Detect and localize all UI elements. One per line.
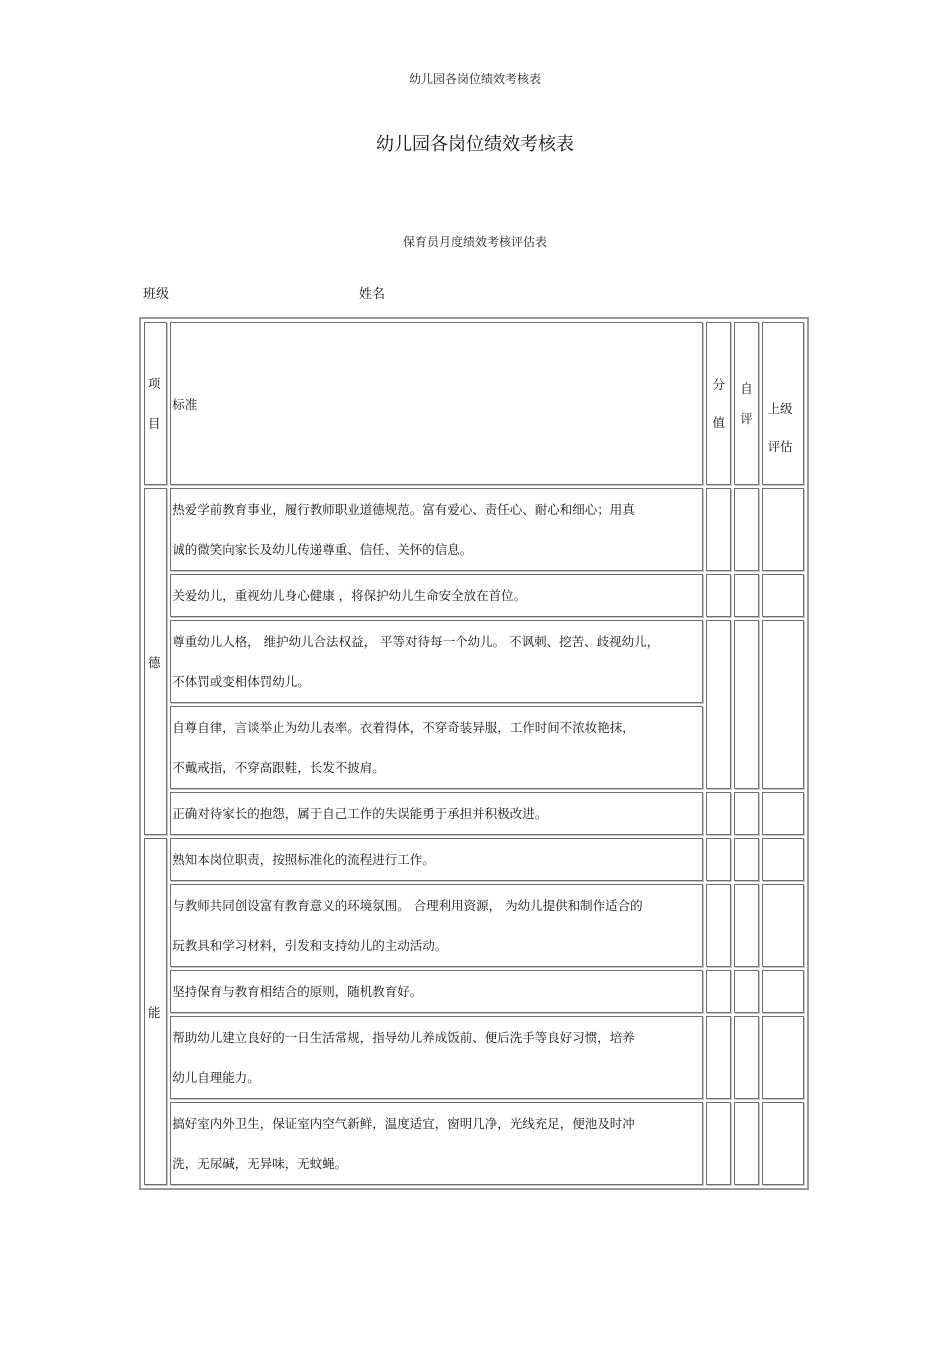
header-standard-label: 标准 [172,396,198,412]
standard-line: 热爱学前教育事业，履行教师职业道德规范。富有爱心、责任心、耐心和细心；用真 [172,501,635,517]
standard-cell [170,488,703,571]
standard-line: 帮助幼儿建立良好的一日生活常规，指导幼儿养成饭前、便后洗手等良好习惯，培养 [172,1029,635,1045]
superior-eval-cell[interactable] [762,884,804,967]
class-label: 班级 [143,287,170,302]
header-item-char-2: 目 [148,415,161,431]
self-eval-cell[interactable] [734,620,758,789]
standard-line: 不戴戒指，不穿高跟鞋，长发不披肩。 [172,759,385,775]
score-cell[interactable] [706,1102,731,1185]
table-row [144,706,804,789]
header-self-char-2: 评 [740,410,753,426]
standard-line: 与教师共同创设富有教育意义的环境氛围。 合理利用资源， 为幼儿提供和制作适合的 [172,897,643,913]
table-row [144,1016,804,1099]
header-self-char-1: 自 [740,380,753,396]
header-superior-line-2: 评估 [767,438,793,454]
standard-line: 自尊自律，言谈举止为幼儿表率。衣着得体，不穿奇装异服，工作时间不浓妆艳抹， [172,719,635,735]
table-row [144,792,804,835]
category-cell-neng: 能 [144,838,167,1185]
name-label: 姓名 [359,287,386,302]
table-row [144,970,804,1013]
score-cell[interactable] [706,970,731,1013]
superior-eval-cell[interactable] [762,970,804,1013]
table-row [144,488,804,571]
superior-eval-cell[interactable] [762,1102,804,1185]
evaluation-table [139,317,809,1190]
score-cell[interactable] [706,620,731,789]
table-header-row [144,322,804,485]
score-cell[interactable] [706,574,731,617]
standard-line: 搞好室内外卫生，保证室内空气新鲜，温度适宜，窗明几净，光线充足，便池及时冲 [172,1115,635,1131]
standard-cell [170,884,703,967]
running-header: 幼儿园各岗位绩效考核表 [408,72,541,86]
page-title: 幼儿园各岗位绩效考核表 [376,134,574,155]
self-eval-cell[interactable] [734,1102,758,1185]
score-cell[interactable] [706,488,731,571]
table-subtitle: 保育员月度绩效考核评估表 [402,235,547,249]
table-row [144,884,804,967]
standard-line: 熟知本岗位职责，按照标准化的流程进行工作。 [172,851,435,867]
superior-eval-cell[interactable] [762,792,804,835]
table-row [144,620,804,703]
header-self-cell [734,322,758,485]
standard-line: 诚的微笑向家长及幼儿传递尊重、信任、关怀的信息。 [172,541,473,557]
self-eval-cell[interactable] [734,970,758,1013]
header-superior-line-1: 上级 [767,400,793,416]
self-eval-cell[interactable] [734,1016,758,1099]
header-superior-cell [762,322,804,485]
superior-eval-cell[interactable] [762,1016,804,1099]
category-cell-de: 德 [144,488,167,835]
score-cell[interactable] [706,838,731,881]
standard-cell [170,1016,703,1099]
self-eval-cell[interactable] [734,792,758,835]
standard-line: 洗，无尿碱，无异味，无蚊蝇。 [172,1155,348,1171]
superior-eval-cell[interactable] [762,838,804,881]
score-cell[interactable] [706,884,731,967]
table-row [144,1102,804,1185]
score-cell[interactable] [706,1016,731,1099]
standard-line: 玩教具和学习材料，引发和支持幼儿的主动活动。 [172,937,448,953]
superior-eval-cell[interactable] [762,620,804,789]
standard-cell [170,620,703,703]
self-eval-cell[interactable] [734,884,758,967]
standard-line: 坚持保育与教育相结合的原则，随机教育好。 [172,983,423,999]
standard-cell [170,574,703,617]
standard-cell [170,838,703,881]
standard-line: 尊重幼儿人格， 维护幼儿合法权益， 平等对待每一个幼儿。 不讽刺、挖苦、歧视幼儿， [172,633,660,649]
superior-eval-cell[interactable] [762,574,804,617]
score-cell[interactable] [706,792,731,835]
standard-line: 不体罚或变相体罚幼儿。 [172,673,310,689]
standard-line: 关爱幼儿，重视幼儿身心健康 ，将保护幼儿生命安全放在首位。 [172,587,527,603]
standard-cell [170,706,703,789]
standard-line: 正确对待家长的抱怨，属于自己工作的失误能勇于承担并积极改进。 [172,805,548,821]
standard-cell [170,970,703,1013]
standard-cell [170,1102,703,1185]
header-item-char-1: 项 [148,375,161,391]
header-item-cell [144,322,167,485]
table-row [144,574,804,617]
header-score-char-1: 分 [712,376,725,392]
standard-cell [170,792,703,835]
header-score-char-2: 值 [712,414,725,430]
self-eval-cell[interactable] [734,838,758,881]
table-row [144,838,804,881]
header-score-cell [706,322,731,485]
self-eval-cell[interactable] [734,574,758,617]
standard-line: 幼儿自理能力。 [172,1069,260,1085]
superior-eval-cell[interactable] [762,488,804,571]
self-eval-cell[interactable] [734,488,758,571]
header-standard-cell [170,322,703,485]
